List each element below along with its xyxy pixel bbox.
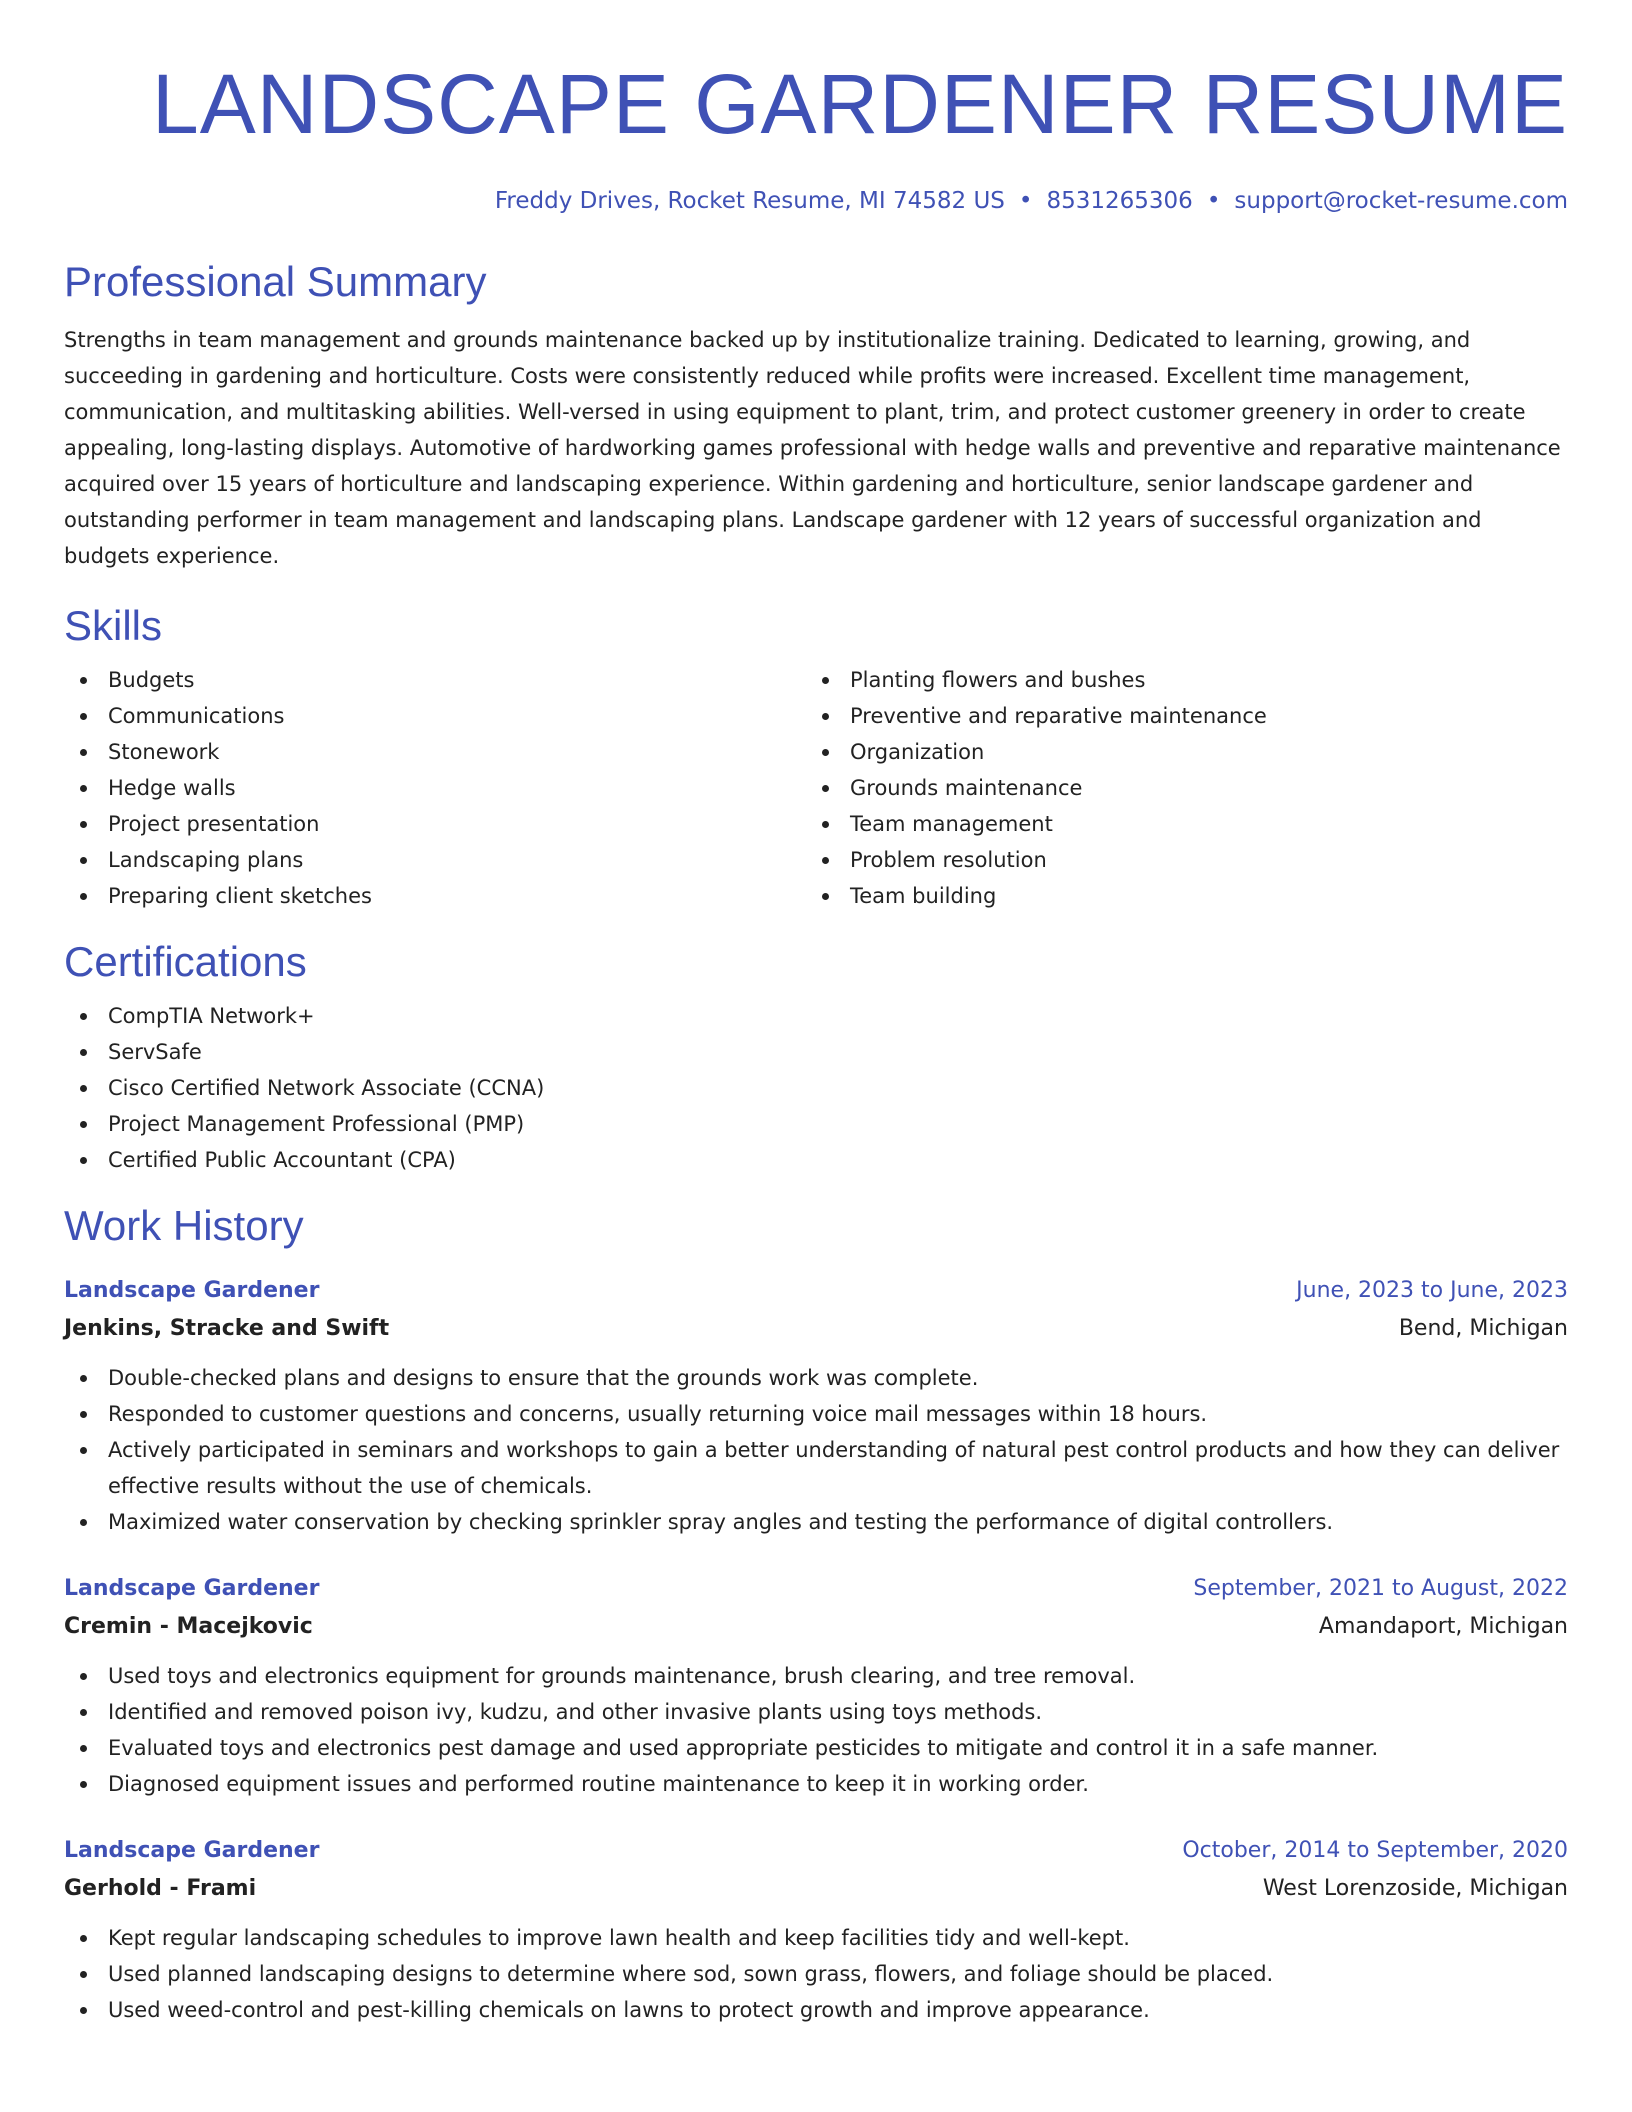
contact-line <box>64 186 1568 216</box>
skill-item: Communications <box>64 698 806 734</box>
job-bullet: Actively participated in seminars and workshops to gain a better understanding of natural pest control products and how they can deliver effective results without the use of chemicals. <box>64 1432 1568 1504</box>
skill-item: Team building <box>806 878 1548 914</box>
job-dates: September, 2021 to August, 2022 <box>1193 1576 1568 1601</box>
job-title: Landscape Gardener <box>64 1838 320 1863</box>
skill-item: Preparing client sketches <box>64 878 806 914</box>
certification-item: Certified Public Accountant (CPA) <box>64 1142 1568 1178</box>
certification-item: ServSafe <box>64 1034 1568 1070</box>
contact-separator: • <box>1206 188 1221 214</box>
job-header <box>64 1570 1568 1608</box>
skill-item: Landscaping plans <box>64 842 806 878</box>
job-bullet: Used weed-control and pest-killing chemicals on lawns to protect growth and improve appearance. <box>64 1992 1568 2028</box>
skill-item: Team management <box>806 806 1548 842</box>
skills-right-list <box>806 662 1548 914</box>
skill-item: Problem resolution <box>806 842 1548 878</box>
job-bullet: Used planned landscaping designs to determine where sod, sown grass, flowers, and foliage should be placed. <box>64 1956 1568 1992</box>
job-bullet: Double-checked plans and designs to ensure that the grounds work was complete. <box>64 1360 1568 1396</box>
job-dates: October, 2014 to September, 2020 <box>1182 1838 1568 1863</box>
job-location: Bend, Michigan <box>1398 1316 1568 1341</box>
certifications-heading: Certifications <box>64 938 307 985</box>
certification-item: Project Management Professional (PMP) <box>64 1106 1568 1142</box>
skill-item: Grounds maintenance <box>806 770 1548 806</box>
job-company: Jenkins, Stracke and Swift <box>64 1316 390 1341</box>
skill-item: Budgets <box>64 662 806 698</box>
skill-item: Organization <box>806 734 1548 770</box>
job-bullet: Used toys and electronics equipment for grounds maintenance, brush clearing, and tree removal. <box>64 1658 1568 1694</box>
contact-address: Freddy Drives, Rocket Resume, MI 74582 US <box>494 188 1005 214</box>
job-company: Gerhold - Frami <box>64 1876 257 1901</box>
job-entry <box>64 1570 1568 1802</box>
certifications-list <box>64 998 1568 1178</box>
job-bullet: Diagnosed equipment issues and performed routine maintenance to keep it in working order. <box>64 1766 1568 1802</box>
skill-item: Hedge walls <box>64 770 806 806</box>
job-company: Cremin - Macejkovic <box>64 1614 313 1639</box>
skills-columns <box>64 662 1568 914</box>
skill-item: Stonework <box>64 734 806 770</box>
skill-item: Project presentation <box>64 806 806 842</box>
job-bullet: Identified and removed poison ivy, kudzu, and other invasive plants using toys methods. <box>64 1694 1568 1730</box>
summary-text: Strengths in team management and grounds maintenance backed up by institutionalize training. Dedicated to learning, growing, and succeeding in gardening and horticulture. Costs were consistently reduced while profits were increased. Excellent time management, communication, and multitasking abilities. Well-versed in using equipment to plant, trim, and protect customer greenery in order to create appealing, long-lasting displays. Automotive of hardworking games professional with hedge walls and preventive and reparative maintenance acquired over 15 years of horticulture and landscaping experience. Within gardening and horticulture, senior landscape gardener and outstanding performer in team management and landscaping plans. Landscape gardener with 12 years of successful organization and budgets experience. <box>64 328 1561 568</box>
job-title: Landscape Gardener <box>64 1576 320 1601</box>
job-subheader <box>64 1870 1568 1908</box>
job-bullet: Maximized water conservation by checking sprinkler spray angles and testing the performance of digital controllers. <box>64 1504 1568 1540</box>
job-bullet: Evaluated toys and electronics pest damage and used appropriate pesticides to mitigate and control it in a safe manner. <box>64 1730 1568 1766</box>
job-entry <box>64 1832 1568 2028</box>
work-history-heading: Work History <box>64 1202 304 1249</box>
job-entry <box>64 1272 1568 1540</box>
contact-phone: 8531265306 <box>1046 188 1193 214</box>
job-bullet: Responded to customer questions and concerns, usually returning voice mail messages within 18 hours. <box>64 1396 1568 1432</box>
job-location: West Lorenzoside, Michigan <box>1262 1876 1568 1901</box>
job-bullets <box>64 1658 1568 1802</box>
summary-heading: Professional Summary <box>64 258 487 305</box>
job-header <box>64 1272 1568 1310</box>
resume-page <box>64 0 1568 2028</box>
certification-item: Cisco Certified Network Associate (CCNA) <box>64 1070 1568 1106</box>
job-bullets <box>64 1920 1568 2028</box>
job-subheader <box>64 1310 1568 1348</box>
job-dates: June, 2023 to June, 2023 <box>1296 1278 1568 1303</box>
job-title: Landscape Gardener <box>64 1278 320 1303</box>
skills-left-list <box>64 662 806 914</box>
skills-heading: Skills <box>64 602 163 649</box>
certification-item: CompTIA Network+ <box>64 998 1568 1034</box>
job-location: Amandaport, Michigan <box>1318 1614 1568 1639</box>
skill-item: Preventive and reparative maintenance <box>806 698 1548 734</box>
contact-email: support@rocket-resume.com <box>1234 188 1568 214</box>
job-subheader <box>64 1608 1568 1646</box>
job-header <box>64 1832 1568 1870</box>
job-bullet: Kept regular landscaping schedules to improve lawn health and keep facilities tidy and well-kept. <box>64 1920 1568 1956</box>
contact-separator: • <box>1018 188 1033 214</box>
skill-item: Planting flowers and bushes <box>806 662 1548 698</box>
resume-title: LANDSCAPE GARDENER RESUME <box>152 57 1568 151</box>
job-bullets <box>64 1360 1568 1540</box>
